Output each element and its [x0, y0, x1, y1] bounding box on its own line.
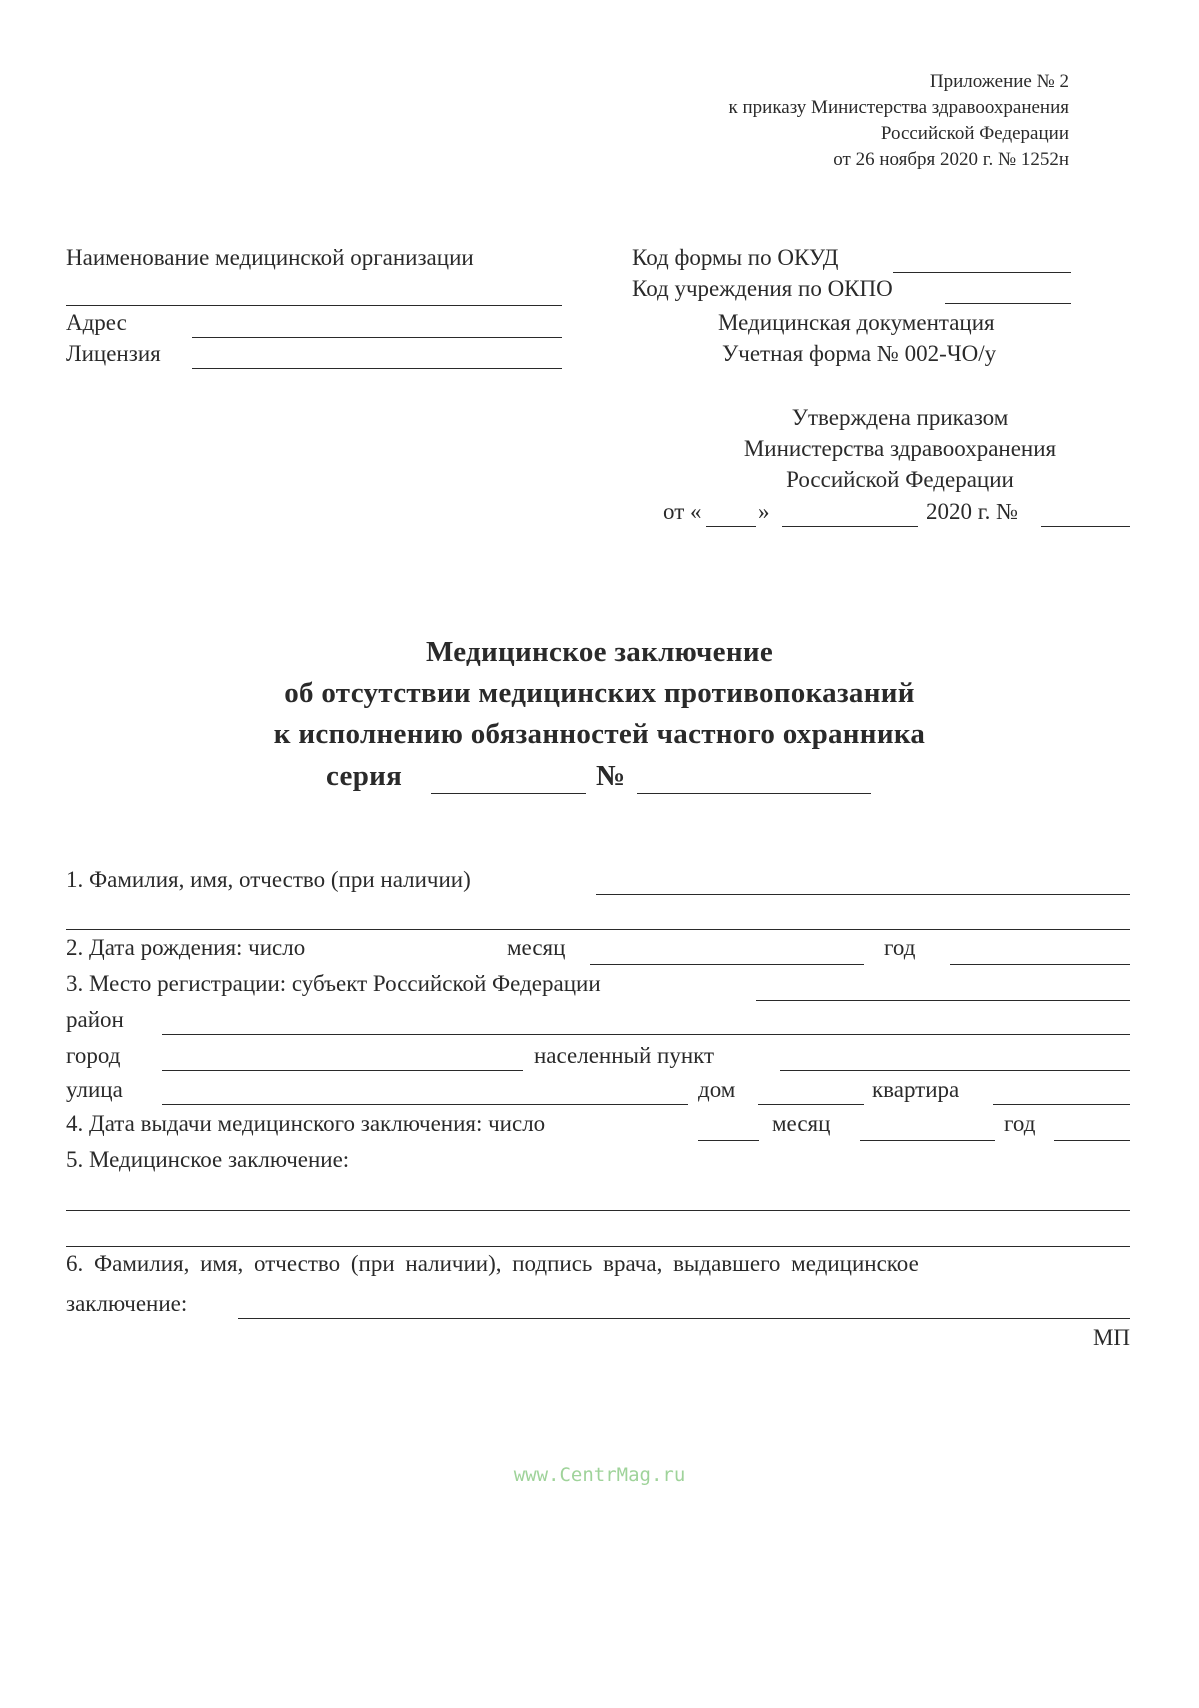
license-line[interactable]	[192, 368, 562, 369]
series-line[interactable]	[431, 793, 586, 794]
approved-line3: Российской Федерации	[786, 467, 1014, 492]
field-birthdate-label: 2. Дата рождения: число	[66, 935, 306, 960]
issue-day-line[interactable]	[698, 1140, 759, 1141]
issue-month-label: месяц	[772, 1111, 831, 1136]
appendix-federation: Российской Федерации	[880, 123, 1069, 144]
document-title-line3: к исполнению обязанностей частного охранника	[273, 718, 926, 750]
conclusion-line-2[interactable]	[66, 1246, 1130, 1247]
birth-month-line[interactable]	[590, 964, 864, 965]
birth-year-label: год	[884, 935, 916, 960]
approved-number-line[interactable]	[1041, 526, 1130, 527]
appendix-date: от 26 ноября 2020 г. № 1252н	[833, 149, 1069, 170]
series-label: серия	[326, 760, 403, 792]
approved-date-close: »	[758, 499, 770, 524]
apartment-label: квартира	[872, 1077, 960, 1102]
birth-month-label: месяц	[507, 935, 566, 960]
approved-line2: Министерства здравоохранения	[743, 436, 1057, 461]
approved-date-prefix: от «	[663, 499, 702, 524]
watermark: www.CentrMag.ru	[513, 1464, 686, 1486]
field-doctor-label-cont: заключение:	[66, 1291, 188, 1316]
approved-line1: Утверждена приказом	[791, 405, 1009, 430]
settlement-line[interactable]	[780, 1070, 1130, 1071]
okpo-label: Код учреждения по ОКПО	[632, 276, 893, 301]
district-label: район	[66, 1007, 124, 1032]
appendix-order-ref: к приказу Министерства здравоохранения	[728, 97, 1069, 118]
address-label: Адрес	[66, 310, 127, 335]
street-label: улица	[66, 1077, 123, 1102]
approved-month-line[interactable]	[782, 526, 918, 527]
issue-year-label: год	[1004, 1111, 1036, 1136]
fullname-line-2[interactable]	[66, 929, 1130, 930]
conclusion-line-1[interactable]	[66, 1210, 1130, 1211]
license-label: Лицензия	[66, 341, 161, 366]
field-doctor-label: 6. Фамилия, имя, отчество (при наличии), подпись врача, выдавшего медицинское	[66, 1251, 919, 1276]
appendix-number: Приложение № 2	[929, 71, 1069, 92]
okpo-line[interactable]	[945, 303, 1071, 304]
birth-year-line[interactable]	[950, 964, 1130, 965]
approved-day-line[interactable]	[706, 526, 756, 527]
org-name-line[interactable]	[66, 305, 562, 306]
house-label: дом	[698, 1077, 736, 1102]
document-title-line2: об отсутствии медицинских противопоказаний	[284, 677, 915, 709]
street-line[interactable]	[162, 1104, 688, 1105]
org-name-label: Наименование медицинской организации	[66, 245, 474, 270]
field-fullname-label: 1. Фамилия, имя, отчество (при наличии)	[66, 867, 471, 892]
okud-line[interactable]	[893, 272, 1071, 273]
address-line[interactable]	[192, 337, 562, 338]
house-line[interactable]	[758, 1104, 864, 1105]
field-registration-label: 3. Место регистрации: субъект Российской Федерации	[66, 971, 601, 996]
issue-month-line[interactable]	[860, 1140, 995, 1141]
field-conclusion-label: 5. Медицинское заключение:	[66, 1147, 350, 1172]
okud-label: Код формы по ОКУД	[632, 245, 839, 270]
district-line[interactable]	[162, 1034, 1130, 1035]
number-line[interactable]	[637, 793, 871, 794]
issue-year-line[interactable]	[1054, 1140, 1130, 1141]
region-line[interactable]	[756, 1000, 1130, 1001]
account-form-label: Учетная форма № 002-ЧО/у	[722, 341, 997, 366]
medical-documentation-label: Медицинская документация	[718, 310, 995, 335]
doctor-signature-line[interactable]	[238, 1318, 1130, 1319]
number-label: №	[596, 760, 626, 792]
apartment-line[interactable]	[993, 1104, 1130, 1105]
field-issue-date-label: 4. Дата выдачи медицинского заключения: число	[66, 1111, 546, 1136]
document-title-line1: Медицинское заключение	[425, 636, 774, 668]
city-label: город	[66, 1043, 121, 1068]
approved-year-text: 2020 г. №	[926, 499, 1019, 524]
fullname-line[interactable]	[596, 894, 1130, 895]
stamp-label: МП	[1092, 1325, 1130, 1350]
settlement-label: населенный пункт	[534, 1043, 715, 1068]
city-line[interactable]	[162, 1070, 523, 1071]
